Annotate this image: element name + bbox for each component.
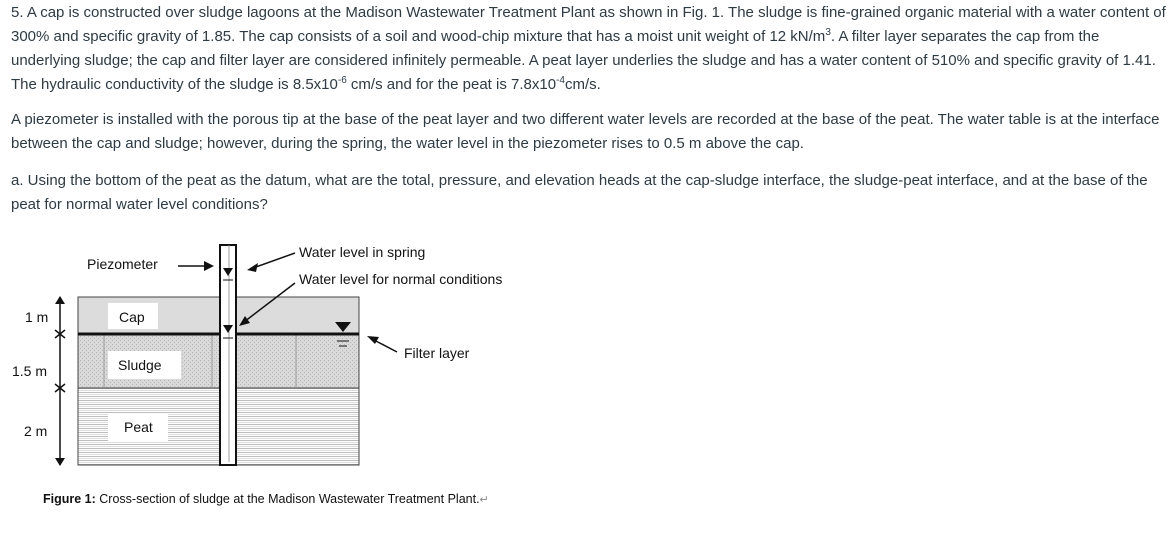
p1-sup-a: 3 [825, 27, 831, 38]
return-mark-icon: ↵ [479, 494, 489, 506]
cap-label: Cap [119, 309, 145, 325]
piezometer-label: Piezometer [87, 256, 158, 272]
dimension-lines [55, 296, 65, 466]
piezometer-arrowhead [204, 261, 214, 271]
spring-arrowhead [247, 263, 258, 272]
piezometer-tube [220, 245, 236, 465]
peat-thickness-label: 2 m [24, 423, 48, 439]
sludge-thickness-label: 1.5 m [12, 363, 48, 379]
spring-level-label: Water level in spring [299, 244, 426, 260]
sludge-label: Sludge [118, 357, 162, 373]
p1-text-d: cm/s. [564, 76, 601, 93]
p1-sup-b: -6 [337, 75, 347, 86]
filter-arrowhead [367, 336, 379, 344]
p1-text-b: . A filter layer separates the cap from the underlying sludge; the cap and filter layer are considered infinitely permeable. A peat layer underlies the sludge and has a water content of 510% and specific gravity of 1.41. The hydraulic conductivity of the sludge is 8.5x10 [11, 28, 1156, 93]
problem-paragraph-2: A piezometer is installed with the porous tip at the base of the peat layer and two different water levels are recorded at the base of the peat. The water table is at the interface between the cap and sludge; however, during the spring, the water level in the piezometer rises to 0.5 m above the cap. [11, 111, 1160, 152]
caption-text: Cross-section of sludge at the Madison Wastewater Treatment Plant. [95, 492, 480, 506]
p1-sup-c: -4 [556, 75, 565, 86]
figure-caption [43, 492, 489, 506]
peat-label: Peat [124, 419, 153, 435]
filter-layer-label: Filter layer [404, 345, 470, 361]
cap-thickness-label: 1 m [25, 309, 49, 325]
normal-level-label: Water level for normal conditions [299, 271, 503, 287]
problem-paragraph-3: a. Using the bottom of the peat as the datum, what are the total, pressure, and elevation heads at the cap-sludge interface, the sludge-peat interface, and at the base of the peat for normal water level conditions? [11, 172, 1148, 213]
caption-bold: Figure 1: [43, 492, 96, 506]
p1-text-a: 5. A cap is constructed over sludge lagoons at the Madison Wastewater Treatment Plant as shown in Fig. 1. The sludge is fine-grained organic material with a water content of 300% and specific gravity of 1.85. The cap consists of a soil and wood-chip mixture that has a moist unit weight of 12 kN/m [11, 4, 1166, 45]
p1-text-c: cm/s and for the peat is 7.8x10 [346, 76, 557, 93]
